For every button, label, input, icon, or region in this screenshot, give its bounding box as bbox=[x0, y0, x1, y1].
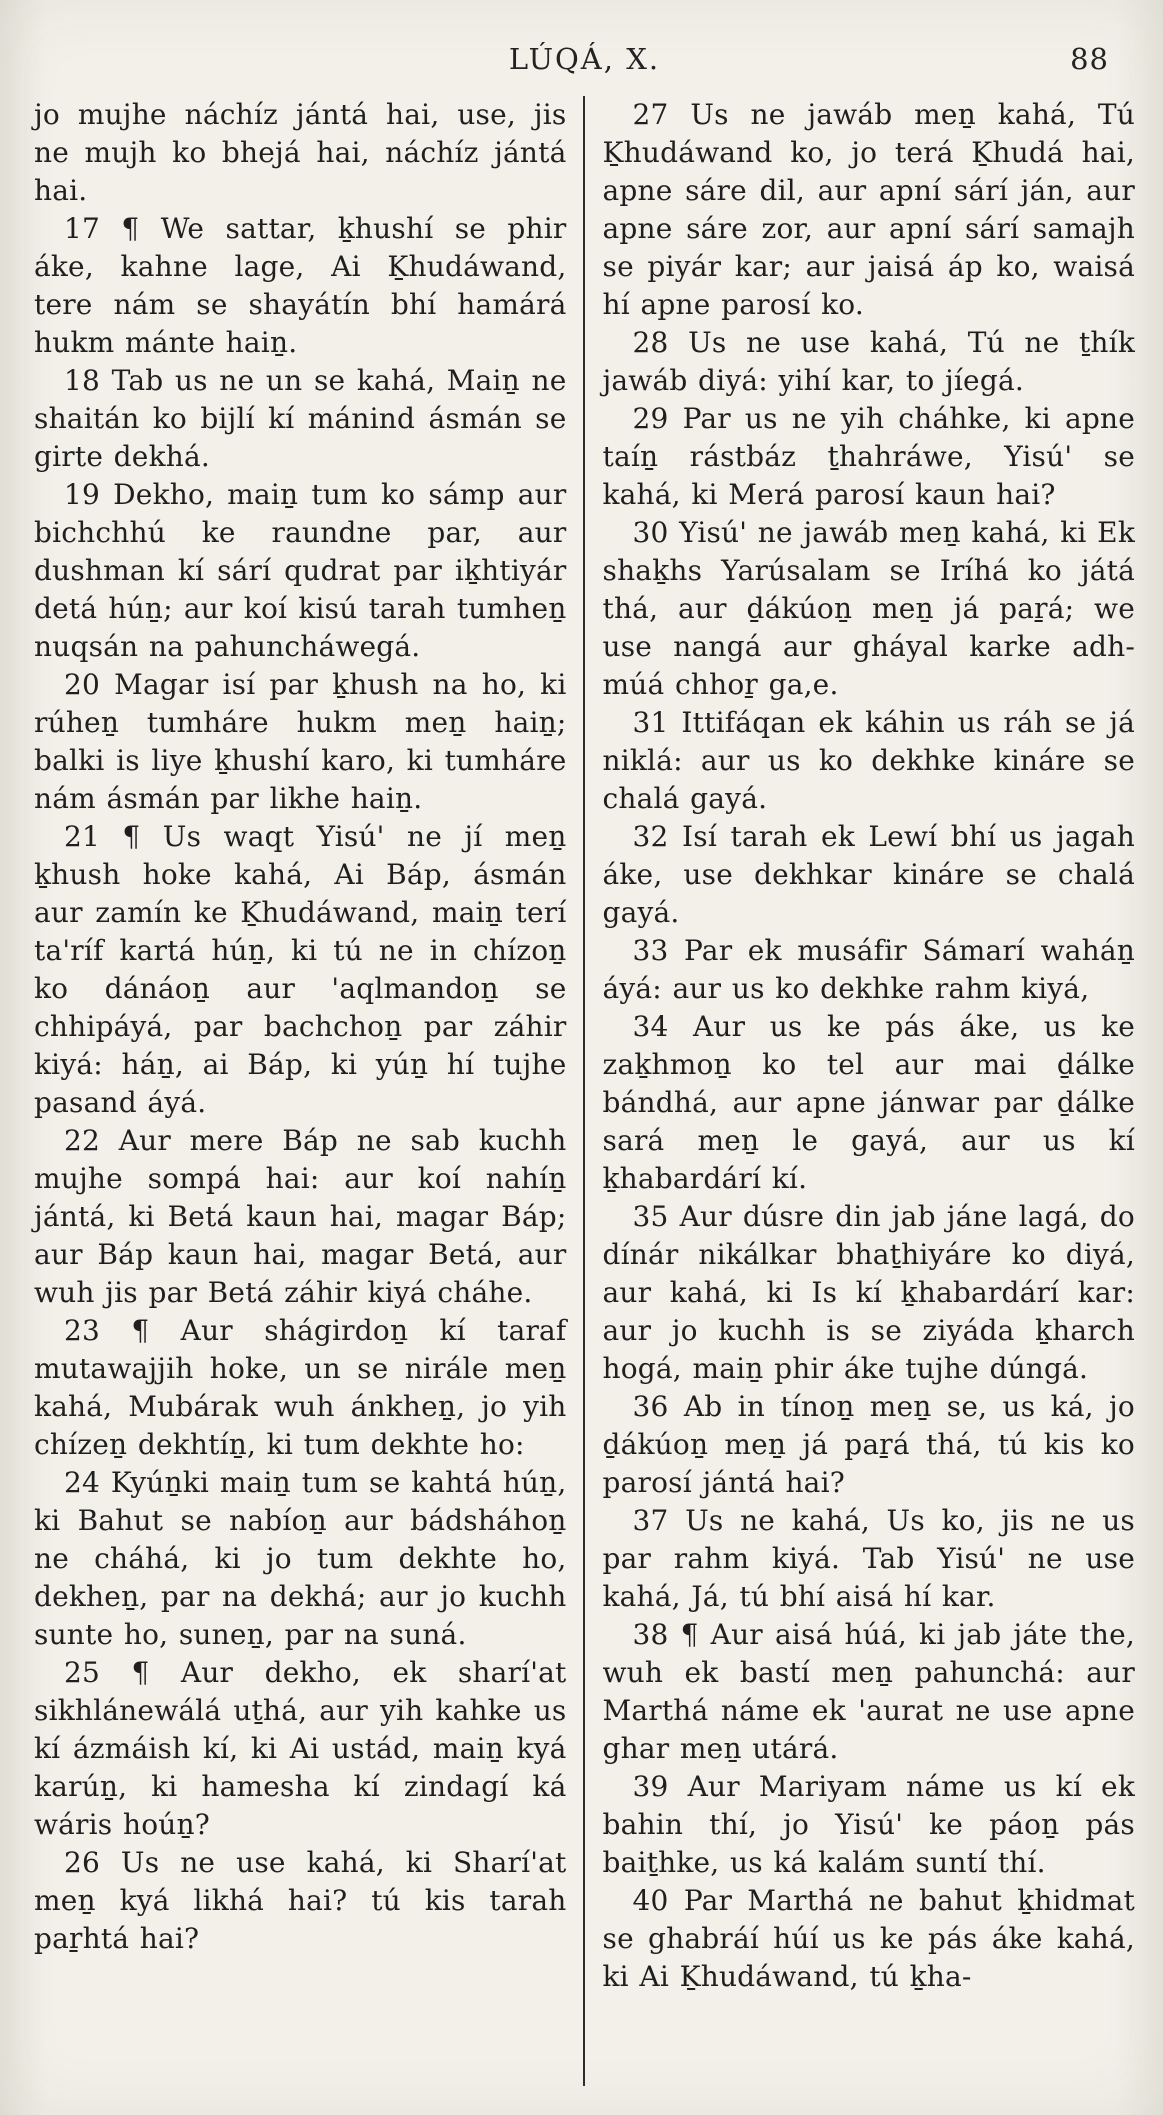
page-header bbox=[34, 40, 1135, 80]
verse-33: 33 Par ek musáfir Sámarí waháṉ áyá: aur us ko dekhke rahm kiyá, bbox=[602, 934, 1135, 1005]
verse-25: 25 ¶ Aur dekho, ek sharí'at sikhlánewálá uṯhá, aur yih kahke us kí ázmáish kí, ki Ai ustád, maiṉ kyá karúṉ, ki hamesha kí zindagí ká wáris hoúṉ? bbox=[34, 1656, 567, 1841]
verse-31: 31 Ittifáqan ek káhin us ráh se já niklá: aur us ko dekhke kináre se chalá gayá. bbox=[602, 706, 1135, 815]
verse-36: 36 Ab in tínoṉ meṉ se, us ká, jo ḏákúoṉ meṉ já paṟá thá, tú kis ko parosí jántá hai? bbox=[602, 1390, 1135, 1499]
verse-20: 20 Magar isí par ḵhush na ho, ki rúheṉ tumháre hukm meṉ haiṉ; balki is liye ḵhushí karo, ki tumháre nám ásmán par likhe haiṉ. bbox=[34, 668, 567, 815]
verse-34: 34 Aur us ke pás áke, us ke zaḵhmoṉ ko tel aur mai ḏálke bándhá, aur apne jánwar par ḏálke sará meṉ le gayá, aur us kí ḵhabardárí kí. bbox=[602, 1010, 1135, 1195]
verse-23: 23 ¶ Aur shágirdoṉ kí taraf mutawajjih hoke, un se nirále meṉ kahá, Mubárak wuh ánkheṉ, jo yih chízeṉ dekhtíṉ, ki tum dekhte ho: bbox=[34, 1314, 567, 1461]
right-column bbox=[585, 96, 1136, 2086]
verse-27: 27 Us ne jawáb meṉ kahá, Tú Ḵhudáwand ko, jo terá Ḵhudá hai, apne sáre dil, aur apní sárí ján, aur apne sáre zor, aur apní sárí samajh se piyár kar; aur jaisá áp ko, waisá hí apne parosí ko. bbox=[602, 98, 1135, 321]
verse-39: 39 Aur Mariyam náme us kí ek bahin thí, jo Yisú' ke páoṉ pás baiṯhke, us ká kalám suntí thí. bbox=[602, 1770, 1135, 1879]
verse-29: 29 Par us ne yih cháhke, ki apne taíṉ rástbáz ṯhahráwe, Yisú' se kahá, ki Merá parosí kaun hai? bbox=[602, 402, 1135, 511]
verse-30: 30 Yisú' ne jawáb meṉ kahá, ki Ek shaḵhs Yarúsalam se Iríhá ko játá thá, aur ḏákúoṉ meṉ já paṟá; we use nangá aur gháyal karke adh-múá chhoṟ ga,e. bbox=[602, 516, 1135, 701]
verse-28: 28 Us ne use kahá, Tú ne ṯhík jawáb diyá: yihí kar, to jíegá. bbox=[602, 326, 1135, 397]
page-number: 88 bbox=[1070, 42, 1109, 76]
verse-19: 19 Dekho, maiṉ tum ko sámp aur bichchhú ke raundne par, aur dushman kí sárí qudrat par iḵhtiyár detá húṉ; aur koí kisú tarah tumheṉ nuqsán na pahuncháwegá. bbox=[34, 478, 567, 663]
verse-40: 40 Par Marthá ne bahut ḵhidmat se ghabráí húí us ke pás áke kahá, ki Ai Ḵhudáwand, tú ḵha- bbox=[602, 1884, 1135, 1993]
verse-35: 35 Aur dúsre din jab jáne lagá, do dínár nikálkar bhaṯhiyáre ko diyá, aur kahá, ki Is kí ḵhabardárí kar: aur jo kuchh is se ziyáda ḵharch hogá, maiṉ phir áke tujhe dúngá. bbox=[602, 1200, 1135, 1385]
running-title: LÚQÁ, X. bbox=[508, 42, 661, 76]
left-column bbox=[34, 96, 583, 2086]
verse-continuation: jo mujhe náchíz jántá hai, use, jis ne mujh ko bhejá hai, náchíz jántá hai. bbox=[34, 98, 567, 207]
verse-22: 22 Aur mere Báp ne sab kuchh mujhe sompá hai: aur koí nahíṉ jántá, ki Betá kaun hai, magar Báp; aur Báp kaun hai, magar Betá, aur wuh jis par Betá záhir kiyá cháhe. bbox=[34, 1124, 567, 1309]
verse-24: 24 Kyúṉki maiṉ tum se kahtá húṉ, ki Bahut se nabíoṉ aur bádsháhoṉ ne cháhá, ki jo tum dekhte ho, dekheṉ, par na dekhá; aur jo kuchh sunte ho, suneṉ, par na suná. bbox=[34, 1466, 567, 1651]
verse-38: 38 ¶ Aur aisá húá, ki jab játe the, wuh ek bastí meṉ pahunchá: aur Marthá náme ek 'aurat ne use apne ghar meṉ utárá. bbox=[602, 1618, 1135, 1765]
verse-17: 17 ¶ We sattar, ḵhushí se phir áke, kahne lage, Ai Ḵhudáwand, tere nám se shayátín bhí hamárá hukm mánte haiṉ. bbox=[34, 212, 567, 359]
text-columns bbox=[34, 96, 1135, 2086]
verse-37: 37 Us ne kahá, Us ko, jis ne us par rahm kiyá. Tab Yisú' ne use kahá, Já, tú bhí aisá hí kar. bbox=[602, 1504, 1135, 1613]
verse-18: 18 Tab us ne un se kahá, Maiṉ ne shaitán ko bijlí kí mánind ásmán se girte dekhá. bbox=[34, 364, 567, 473]
verse-21: 21 ¶ Us waqt Yisú' ne jí meṉ ḵhush hoke kahá, Ai Báp, ásmán aur zamín ke Ḵhudáwand, maiṉ terí ta'ríf kartá húṉ, ki tú ne in chízoṉ ko dánáoṉ aur 'aqlmandoṉ se chhipáyá, par bachchoṉ par záhir kiyá: háṉ, ai Báp, ki yúṉ hí tujhe pasand áyá. bbox=[34, 820, 567, 1119]
verse-26: 26 Us ne use kahá, ki Sharí'at meṉ kyá likhá hai? tú kis tarah paṟhtá hai? bbox=[34, 1846, 567, 1955]
verse-32: 32 Isí tarah ek Lewí bhí us jagah áke, use dekhkar kináre se chalá gayá. bbox=[602, 820, 1135, 929]
